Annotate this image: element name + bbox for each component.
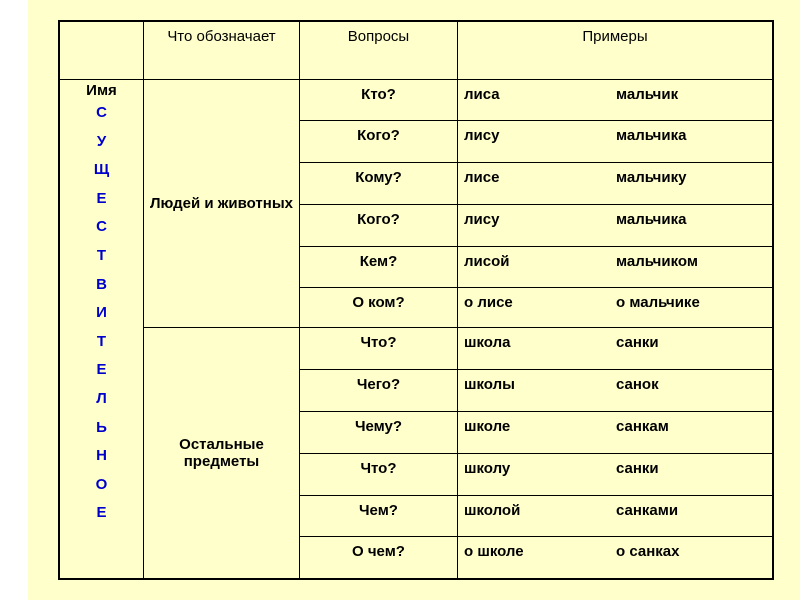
noun-letter: С [96, 218, 107, 236]
example-word-1: школу [464, 460, 511, 477]
declension-table [58, 20, 774, 580]
noun-column [60, 80, 144, 578]
example-cell [458, 163, 772, 205]
example-word-1: о школе [464, 543, 524, 560]
noun-letter: В [96, 275, 107, 293]
question-cell: О ком? [300, 288, 458, 328]
example-word-2: о мальчике [616, 294, 700, 311]
noun-letter: О [95, 475, 108, 493]
noun-letter: С [96, 104, 107, 121]
example-cell [458, 121, 772, 163]
example-word-2: санками [616, 502, 679, 519]
example-word-2: о санках [616, 543, 680, 560]
example-word-2: мальчику [616, 169, 687, 186]
example-cell [458, 412, 772, 454]
noun-letter: У [96, 132, 107, 150]
example-word-2: санок [616, 376, 659, 393]
example-word-2: мальчика [616, 211, 687, 228]
question-cell: Чего? [300, 370, 458, 412]
noun-letter: Щ [93, 161, 110, 179]
example-word-2: санкам [616, 418, 669, 435]
noun-letter: И [96, 304, 107, 322]
example-word-1: школе [464, 418, 511, 435]
noun-letters [60, 99, 143, 528]
example-word-1: школы [464, 376, 515, 393]
question-cell: Кем? [300, 247, 458, 288]
example-word-1: лисой [464, 253, 510, 270]
example-word-2: санки [616, 334, 659, 351]
example-word-1: лису [464, 211, 500, 228]
example-word-1: лису [464, 127, 500, 144]
example-word-2: мальчика [616, 127, 687, 144]
group-people-animals [144, 80, 300, 328]
example-cell [458, 80, 772, 121]
example-word-1: о лисе [464, 294, 513, 311]
example-cell [458, 205, 772, 247]
noun-letter: Ь [96, 418, 107, 436]
noun-letter: Е [96, 189, 107, 207]
header-meaning: Что обозначает [144, 22, 300, 80]
example-word-2: санки [616, 460, 659, 477]
example-word-2: мальчиком [616, 253, 698, 270]
question-cell: Кого? [300, 121, 458, 163]
example-cell [458, 328, 772, 370]
example-word-1: лиса [464, 86, 500, 103]
group-meaning-label: Людей и животных [149, 195, 293, 212]
header-empty [60, 22, 144, 80]
header-examples: Примеры [458, 22, 772, 80]
noun-letter: Л [96, 389, 107, 407]
group-other-objects [144, 328, 300, 578]
group-meaning-label: Остальные предметы [179, 436, 264, 470]
question-cell: Что? [300, 328, 458, 370]
example-cell [458, 454, 772, 496]
example-word-1: лисе [464, 169, 500, 186]
noun-letter: Е [96, 504, 107, 522]
question-cell: Кого? [300, 205, 458, 247]
noun-letter: Н [96, 447, 107, 465]
question-cell: Кому? [300, 163, 458, 205]
question-cell: Что? [300, 454, 458, 496]
question-cell: Чему? [300, 412, 458, 454]
example-cell [458, 370, 772, 412]
example-word-1: школа [464, 334, 511, 351]
question-cell: О чем? [300, 537, 458, 578]
noun-letter: Т [96, 246, 107, 264]
example-cell [458, 288, 772, 328]
example-cell [458, 247, 772, 288]
noun-letter: Т [96, 332, 107, 350]
example-word-2: мальчик [616, 86, 679, 103]
example-cell [458, 537, 772, 578]
question-cell: Чем? [300, 496, 458, 537]
question-cell: Кто? [300, 80, 458, 121]
noun-letter: Е [96, 361, 107, 379]
example-word-1: школой [464, 502, 521, 519]
noun-title: Имя [86, 82, 117, 99]
header-questions: Вопросы [300, 22, 458, 80]
example-cell [458, 496, 772, 537]
